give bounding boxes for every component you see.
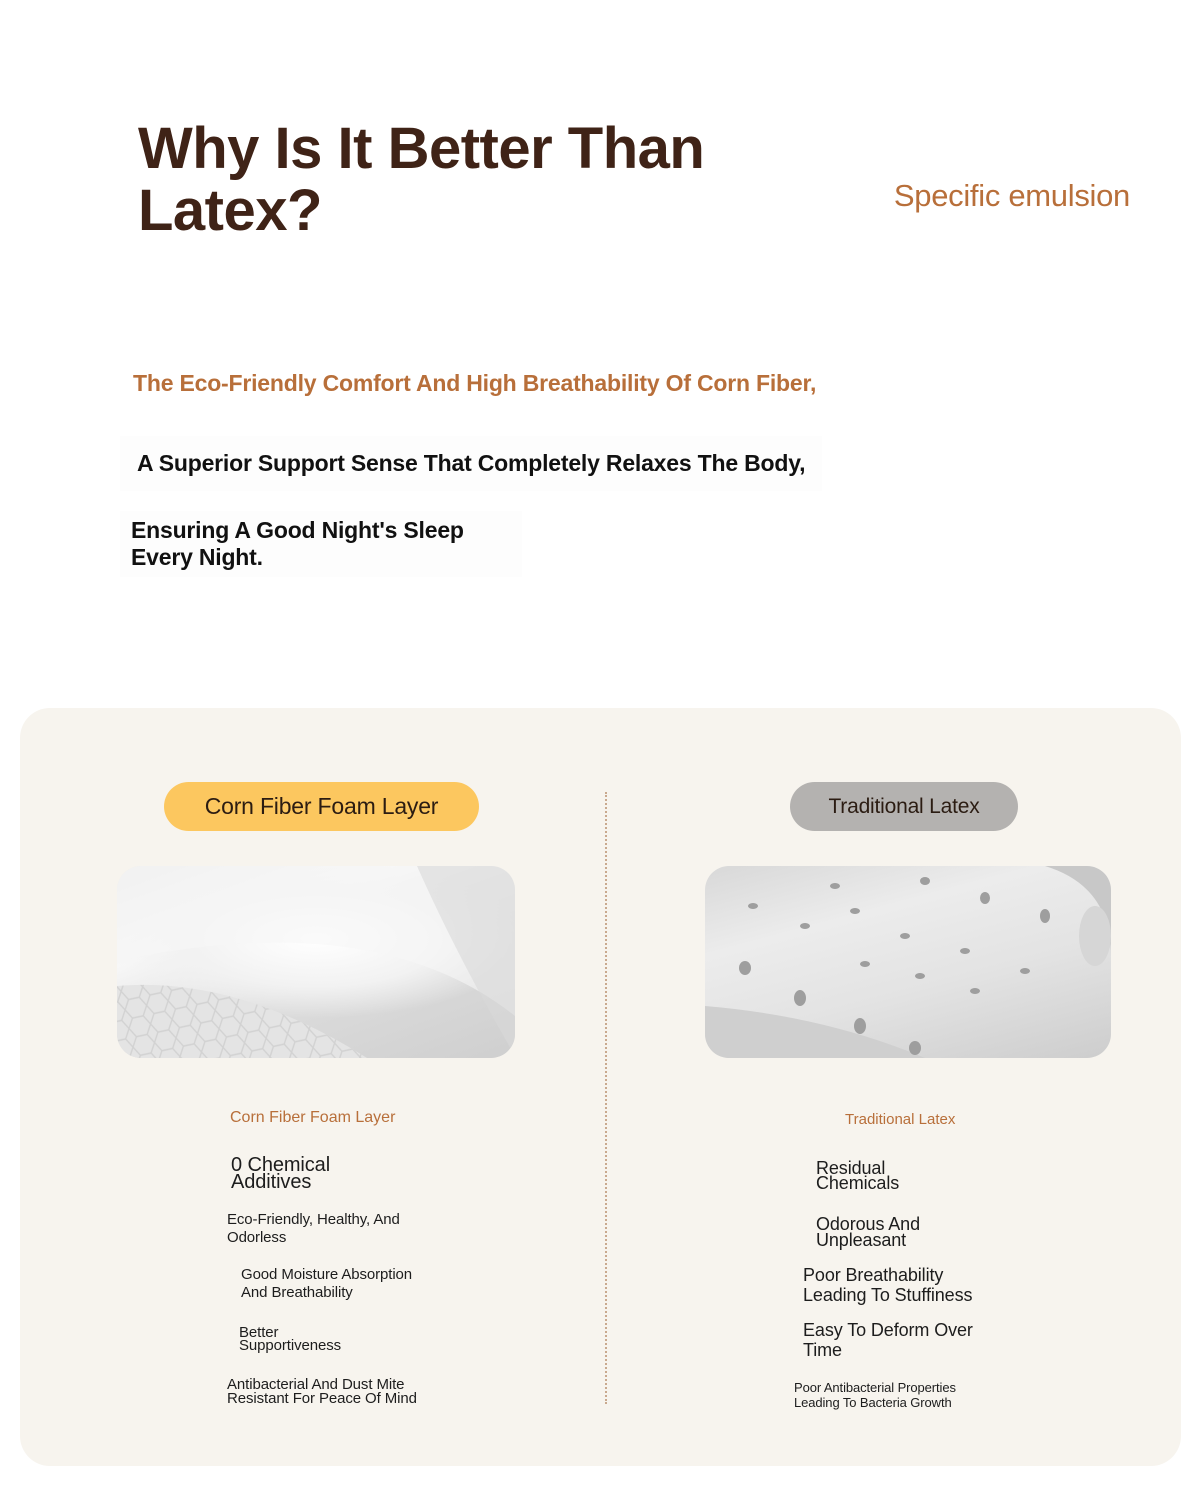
- corn-fiber-foam-graphic: [117, 866, 515, 1058]
- left-item-1: 0 Chemical Additives: [231, 1154, 331, 1193]
- traditional-latex-pill: Traditional Latex: [790, 782, 1018, 831]
- traditional-latex-label: Traditional Latex: [845, 1111, 956, 1128]
- right-item-5: Poor Antibacterial Properties Leading To Bacteria Growth: [794, 1380, 956, 1410]
- right-item-4: Easy To Deform Over Time: [803, 1320, 973, 1360]
- left-item-2: Eco-Friendly, Healthy, And Odorless: [227, 1211, 400, 1246]
- latex-foam-image: [705, 866, 1111, 1058]
- corn-fiber-foam-image: [117, 866, 515, 1058]
- eco-line: The Eco-Friendly Comfort And High Breathability Of Corn Fiber,: [133, 370, 817, 396]
- corn-fiber-pill: Corn Fiber Foam Layer: [164, 782, 479, 831]
- page-subtitle: Specific emulsion: [893, 178, 1130, 213]
- latex-foam-graphic: [705, 866, 1111, 1058]
- corn-fiber-label: Corn Fiber Foam Layer: [230, 1109, 396, 1126]
- column-divider: [605, 792, 607, 1404]
- right-item-1: Residual Chemicals: [816, 1158, 900, 1193]
- sleep-line: Ensuring A Good Night's Sleep Every Night.: [120, 511, 522, 577]
- page-title: Why Is It Better Than Latex?: [138, 116, 705, 243]
- right-item-2: Odorous And Unpleasant: [816, 1214, 920, 1250]
- left-item-3: Good Moisture Absorption And Breathability: [241, 1266, 413, 1301]
- support-line: A Superior Support Sense That Completely Relaxes The Body,: [120, 436, 822, 491]
- right-item-3: Poor Breathability Leading To Stuffiness: [803, 1265, 973, 1305]
- left-item-4: Better Supportiveness: [239, 1324, 341, 1354]
- left-item-5: Antibacterial And Dust Mite Resistant For Peace Of Mind: [227, 1376, 417, 1407]
